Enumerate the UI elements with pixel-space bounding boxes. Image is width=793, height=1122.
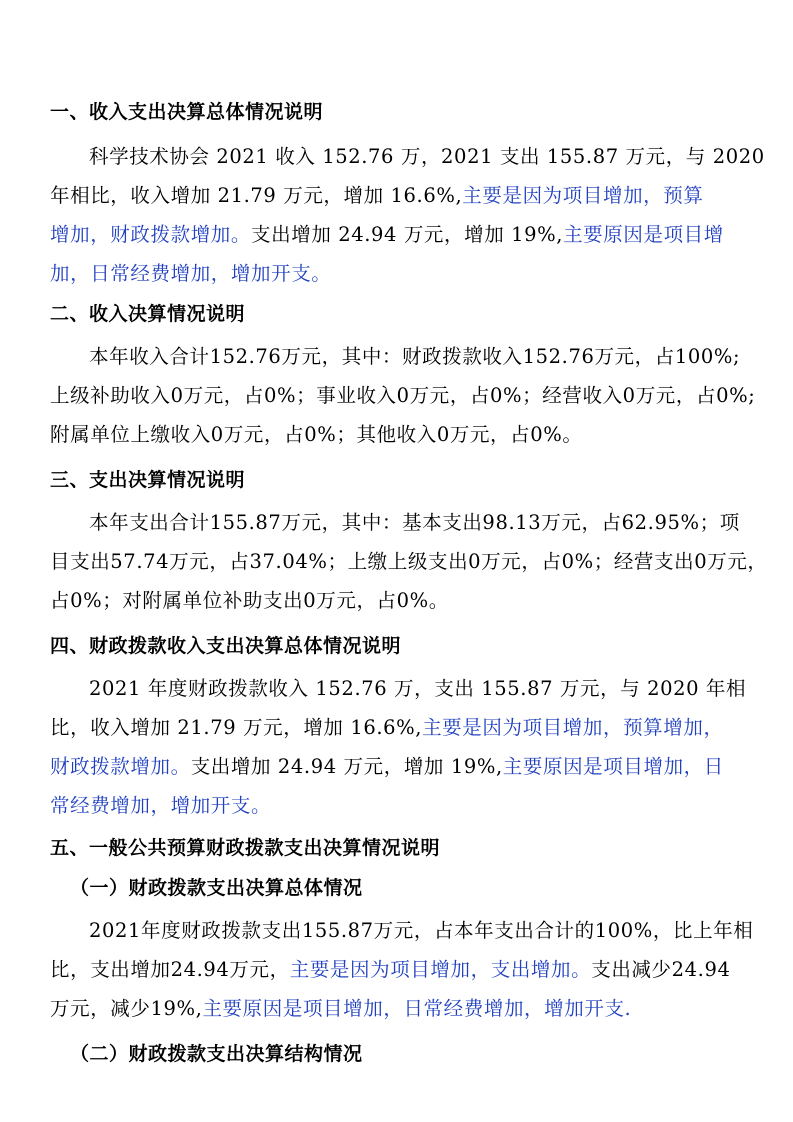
- paragraph-line: [50, 581, 745, 620]
- text-run: 比，收入增加 21.79 万元，增加 16.6%,: [50, 716, 423, 739]
- highlighted-text: 主要原因是项目增: [563, 223, 724, 246]
- paragraph-line: [50, 376, 756, 415]
- text-run: 支出增加 24.94 万元，增加 19%,: [190, 755, 503, 778]
- text-run: 科学技术协会 2021 收入 152.76 万，2021 支出 155.87 万元，与 2020: [89, 145, 765, 168]
- paragraph-line: [50, 176, 745, 215]
- paragraph-line: [50, 254, 745, 293]
- paragraph-line: [50, 503, 745, 542]
- highlighted-text: 增加，财政拨款增加。: [50, 223, 252, 246]
- highlighted-text: 常经费增加，增加开支。: [50, 794, 272, 817]
- text-run: 目支出57.74万元，占37.04%；上缴上级支出0万元，占0%；经营支出0万元，: [50, 550, 768, 573]
- highlighted-text: 主要原因是项目增加，日: [502, 755, 724, 778]
- paragraph-line: [50, 786, 745, 825]
- highlighted-text: 主要原因是项目增加，日常经费增加，增加开支.: [202, 997, 632, 1020]
- text-run: 比，支出增加24.94万元，: [50, 958, 290, 981]
- text-run: 万元，减少19%,: [50, 997, 203, 1020]
- paragraph-line: [50, 415, 745, 454]
- paragraph-expenditure: [50, 503, 768, 620]
- highlighted-text: 主要是因为项目增加，预算增加，: [422, 716, 724, 739]
- text-run: 支出增加 24.94 万元，增加 19%,: [251, 223, 564, 246]
- paragraph-line: [50, 989, 745, 1028]
- paragraph-line: [50, 669, 745, 708]
- text-run: 年相比，收入增加 21.79 万元，增加 16.6%,: [50, 184, 463, 207]
- highlighted-text: 财政拨款增加。: [50, 755, 191, 778]
- text-run: 占0%；对附属单位补助支出0万元，占0%。: [50, 589, 449, 612]
- text-run: 本年收入合计152.76万元，其中：财政拨款收入152.76万元，占100%;: [89, 345, 741, 368]
- text-run: 支出减少24.94: [591, 958, 731, 981]
- text-run: 2021年度财政拨款支出155.87万元，占本年支出合计的100%，比上年相: [89, 919, 754, 942]
- text-run: 附属单位上缴收入0万元，占0%；其他收入0万元，占0%。: [50, 423, 583, 446]
- paragraph-line: [50, 137, 765, 176]
- paragraph-line: [50, 950, 745, 989]
- highlighted-text: 主要是因为项目增加，预算: [462, 184, 704, 207]
- section-heading-income-expenditure-overview: 一、收入支出决算总体情况说明: [50, 101, 324, 123]
- section-heading-income: 二、收入决算情况说明: [50, 303, 246, 325]
- highlighted-text: 主要是因为项目增加，支出增加。: [289, 958, 592, 981]
- paragraph-line: [50, 542, 768, 581]
- highlighted-text: 加，日常经费增加，增加开支。: [50, 262, 332, 285]
- section-heading-general-public-budget: 五、一般公共预算财政拨款支出决算情况说明: [50, 837, 441, 859]
- paragraph-line: [50, 911, 754, 950]
- subsection-heading-structure: （二）财政拨款支出决算结构情况: [70, 1043, 363, 1065]
- text-run: 本年支出合计155.87万元，其中：基本支出98.13万元，占62.95%；项: [89, 511, 740, 534]
- paragraph-income-expenditure-overview: [50, 137, 765, 293]
- paragraph-income: [50, 337, 756, 454]
- text-run: 上级补助收入0万元，占0%；事业收入0万元，占0%；经营收入0万元，占0%;: [50, 384, 756, 407]
- paragraph-line: [50, 747, 745, 786]
- paragraph-line: [50, 708, 745, 747]
- paragraph-line: [50, 215, 745, 254]
- paragraph-line: [50, 337, 745, 376]
- paragraph-overall: [50, 911, 754, 1028]
- text-run: 2021 年度财政拨款收入 152.76 万，支出 155.87 万元，与 2020 年相: [89, 677, 747, 700]
- subsection-heading-overall: （一）财政拨款支出决算总体情况: [70, 877, 363, 899]
- section-heading-fiscal-allocation-overview: 四、财政拨款收入支出决算总体情况说明: [50, 635, 402, 657]
- paragraph-fiscal-allocation-overview: [50, 669, 745, 825]
- section-heading-expenditure: 三、支出决算情况说明: [50, 469, 246, 491]
